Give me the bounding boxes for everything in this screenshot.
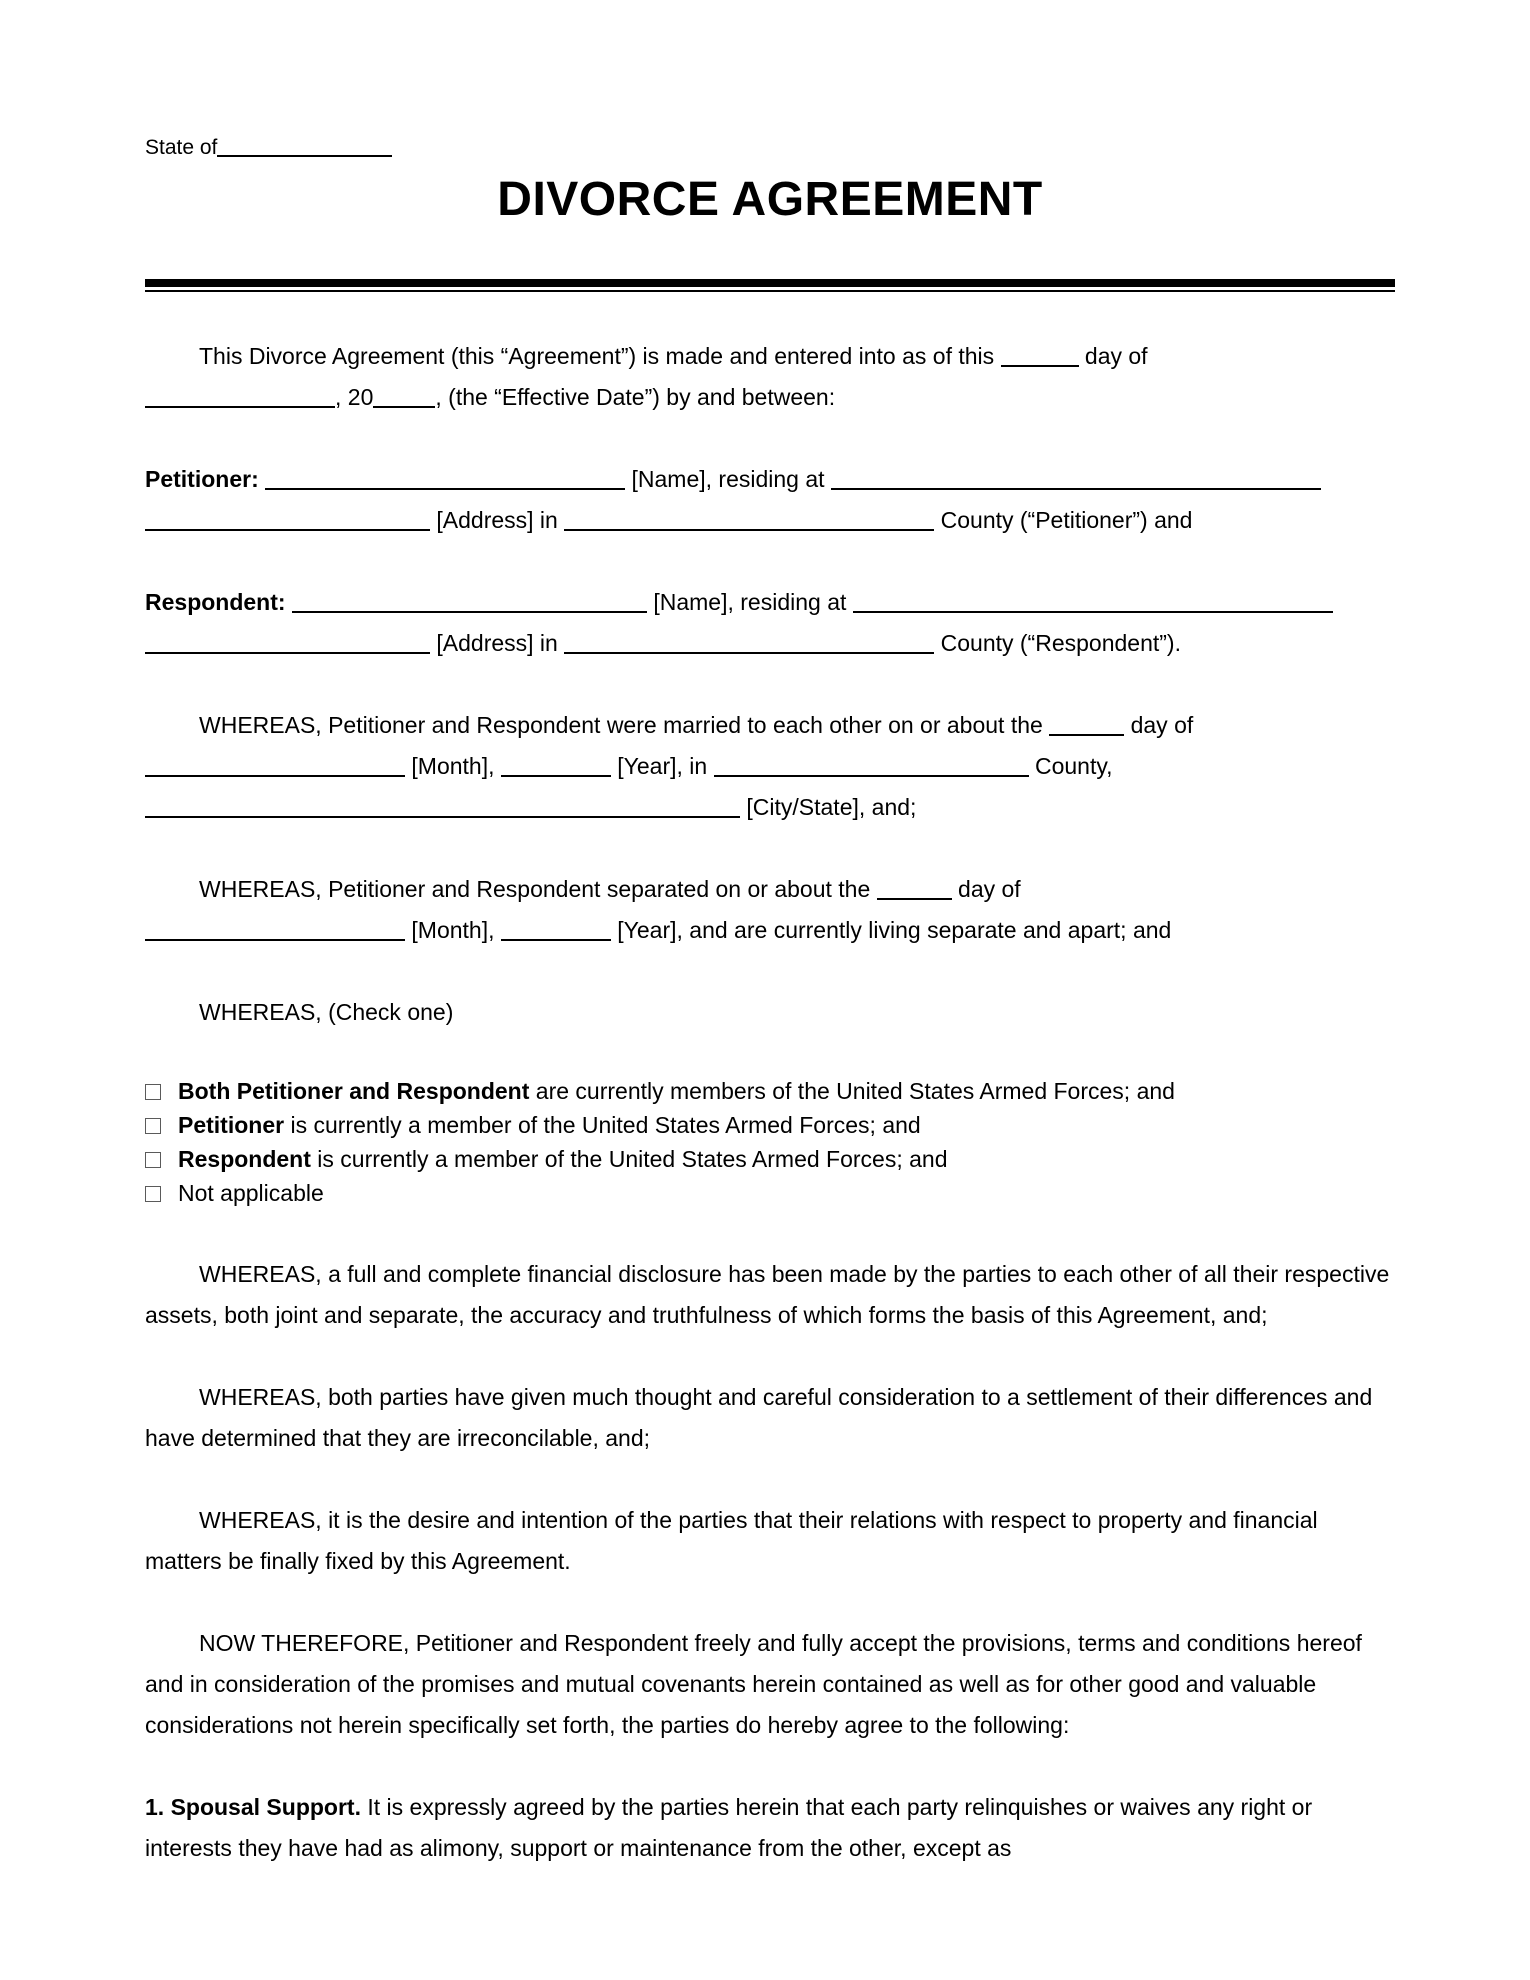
blank-fill-in-field[interactable] bbox=[853, 591, 1333, 613]
text-run: [City/State], and; bbox=[740, 794, 917, 820]
text-run: County (“Respondent”). bbox=[934, 630, 1181, 656]
text-run: WHEREAS, Petitioner and Respondent separated on or about the bbox=[199, 876, 877, 902]
checkbox-option-not-applicable bbox=[145, 1176, 1395, 1210]
text-run-bold: Respondent: bbox=[145, 589, 286, 615]
blank-fill-in-field[interactable] bbox=[714, 755, 1029, 777]
blank-fill-in-field[interactable] bbox=[831, 468, 1321, 490]
checkbox[interactable] bbox=[145, 1118, 161, 1134]
text-run: are currently members of the United States Armed Forces; and bbox=[529, 1078, 1175, 1104]
checkbox-label bbox=[178, 1112, 921, 1138]
petitioner-paragraph bbox=[145, 459, 1395, 541]
text-run: [Name], residing at bbox=[625, 466, 831, 492]
text-run: is currently a member of the United States Armed Forces; and bbox=[284, 1112, 921, 1138]
text-run-bold: Petitioner: bbox=[145, 466, 259, 492]
text-run-bold: Respondent bbox=[178, 1146, 311, 1172]
text-run: , 20 bbox=[335, 384, 374, 410]
text-run-bold: 1. Spousal Support. bbox=[145, 1794, 361, 1820]
text-run: WHEREAS, a full and complete financial disclosure has been made by the parties to each other of all their respective assets, both joint and separate, the accuracy and truthfulness of which forms the basis of this Agreement, and; bbox=[145, 1261, 1390, 1328]
whereas-financial-disclosure-paragraph bbox=[145, 1254, 1395, 1336]
blank-fill-in-field[interactable] bbox=[145, 386, 335, 408]
text-run: [Address] in bbox=[430, 507, 565, 533]
text-run: NOW THEREFORE, Petitioner and Respondent freely and fully accept the provisions, terms and conditions hereof and in consideration of the promises and mutual covenants herein contained as well as for other good and valuable considerations not herein specifically set forth, the parties do hereby agree to the following: bbox=[145, 1630, 1362, 1738]
checkbox-option-both bbox=[145, 1074, 1395, 1108]
title-divider-rule bbox=[145, 279, 1395, 292]
checkbox-label bbox=[178, 1078, 1175, 1104]
intro-paragraph bbox=[145, 336, 1395, 418]
state-of-blank-field[interactable] bbox=[217, 137, 392, 157]
checkbox[interactable] bbox=[145, 1152, 161, 1168]
blank-fill-in-field[interactable] bbox=[145, 509, 430, 531]
state-of-line bbox=[145, 135, 1395, 161]
respondent-paragraph bbox=[145, 582, 1395, 664]
whereas-check-one-paragraph bbox=[145, 992, 1395, 1033]
checkbox-label bbox=[178, 1180, 324, 1206]
text-run: [Month], bbox=[405, 753, 501, 779]
blank-fill-in-field[interactable] bbox=[501, 755, 611, 777]
text-run-bold: Both Petitioner and Respondent bbox=[178, 1078, 530, 1104]
blank-fill-in-field[interactable] bbox=[265, 468, 625, 490]
blank-fill-in-field[interactable] bbox=[1001, 345, 1079, 367]
text-run: This Divorce Agreement (this “Agreement”) is made and entered into as of this bbox=[199, 343, 1001, 369]
text-run: [Year], and are currently living separate and apart; and bbox=[610, 917, 1172, 943]
blank-fill-in-field[interactable] bbox=[564, 509, 934, 531]
now-therefore-paragraph bbox=[145, 1623, 1395, 1746]
text-run: WHEREAS, it is the desire and intention of the parties that their relations with respect to property and financial matters be finally fixed by this Agreement. bbox=[145, 1507, 1318, 1574]
title-divider-thick-line bbox=[145, 279, 1395, 287]
blank-fill-in-field[interactable] bbox=[292, 591, 647, 613]
text-run: [Year], in bbox=[610, 753, 714, 779]
text-run-bold: Petitioner bbox=[178, 1112, 285, 1138]
text-run: [Name], residing at bbox=[646, 589, 853, 615]
text-run: [Address] in bbox=[430, 630, 565, 656]
whereas-married-paragraph bbox=[145, 705, 1395, 828]
blank-fill-in-field[interactable] bbox=[1049, 714, 1124, 736]
checkbox[interactable] bbox=[145, 1186, 161, 1202]
checkbox[interactable] bbox=[145, 1084, 161, 1100]
blank-fill-in-field[interactable] bbox=[877, 878, 952, 900]
whereas-separated-paragraph bbox=[145, 869, 1395, 951]
checkbox-option-respondent bbox=[145, 1142, 1395, 1176]
blank-fill-in-field[interactable] bbox=[501, 919, 611, 941]
text-run: WHEREAS, (Check one) bbox=[199, 999, 454, 1025]
blank-fill-in-field[interactable] bbox=[145, 919, 405, 941]
blank-fill-in-field[interactable] bbox=[564, 632, 934, 654]
blank-fill-in-field[interactable] bbox=[145, 796, 740, 818]
state-of-label: State of bbox=[145, 136, 218, 159]
text-run: It is expressly agreed by the parties herein that each party relinquishes or waives any right or interests they have had as alimony, support or maintenance from the other, except as bbox=[145, 1794, 1313, 1861]
page-title: DIVORCE AGREEMENT bbox=[497, 173, 1043, 226]
text-run: day of bbox=[1124, 712, 1194, 738]
text-run: day of bbox=[951, 876, 1021, 902]
text-run: Not applicable bbox=[178, 1180, 324, 1206]
document-body bbox=[145, 336, 1395, 1869]
text-run: day of bbox=[1078, 343, 1148, 369]
text-run: , (the “Effective Date”) by and between: bbox=[435, 384, 836, 410]
blank-fill-in-field[interactable] bbox=[373, 386, 435, 408]
blank-fill-in-field[interactable] bbox=[145, 755, 405, 777]
text-run: WHEREAS, Petitioner and Respondent were married to each other on or about the bbox=[199, 712, 1050, 738]
text-run: [Month], bbox=[405, 917, 501, 943]
text-run: County, bbox=[1028, 753, 1113, 779]
section-1-spousal-support-paragraph bbox=[145, 1787, 1395, 1869]
blank-fill-in-field[interactable] bbox=[145, 632, 430, 654]
whereas-settlement-paragraph bbox=[145, 1377, 1395, 1459]
text-run: is currently a member of the United States Armed Forces; and bbox=[310, 1146, 948, 1172]
whereas-intention-paragraph bbox=[145, 1500, 1395, 1582]
text-run: County (“Petitioner”) and bbox=[934, 507, 1193, 533]
title-divider-thin-line bbox=[145, 290, 1395, 292]
text-run: WHEREAS, both parties have given much thought and careful consideration to a settlement of their differences and have determined that they are irreconcilable, and; bbox=[145, 1384, 1373, 1451]
checkbox-label bbox=[178, 1146, 948, 1172]
checkbox-option-petitioner bbox=[145, 1108, 1395, 1142]
